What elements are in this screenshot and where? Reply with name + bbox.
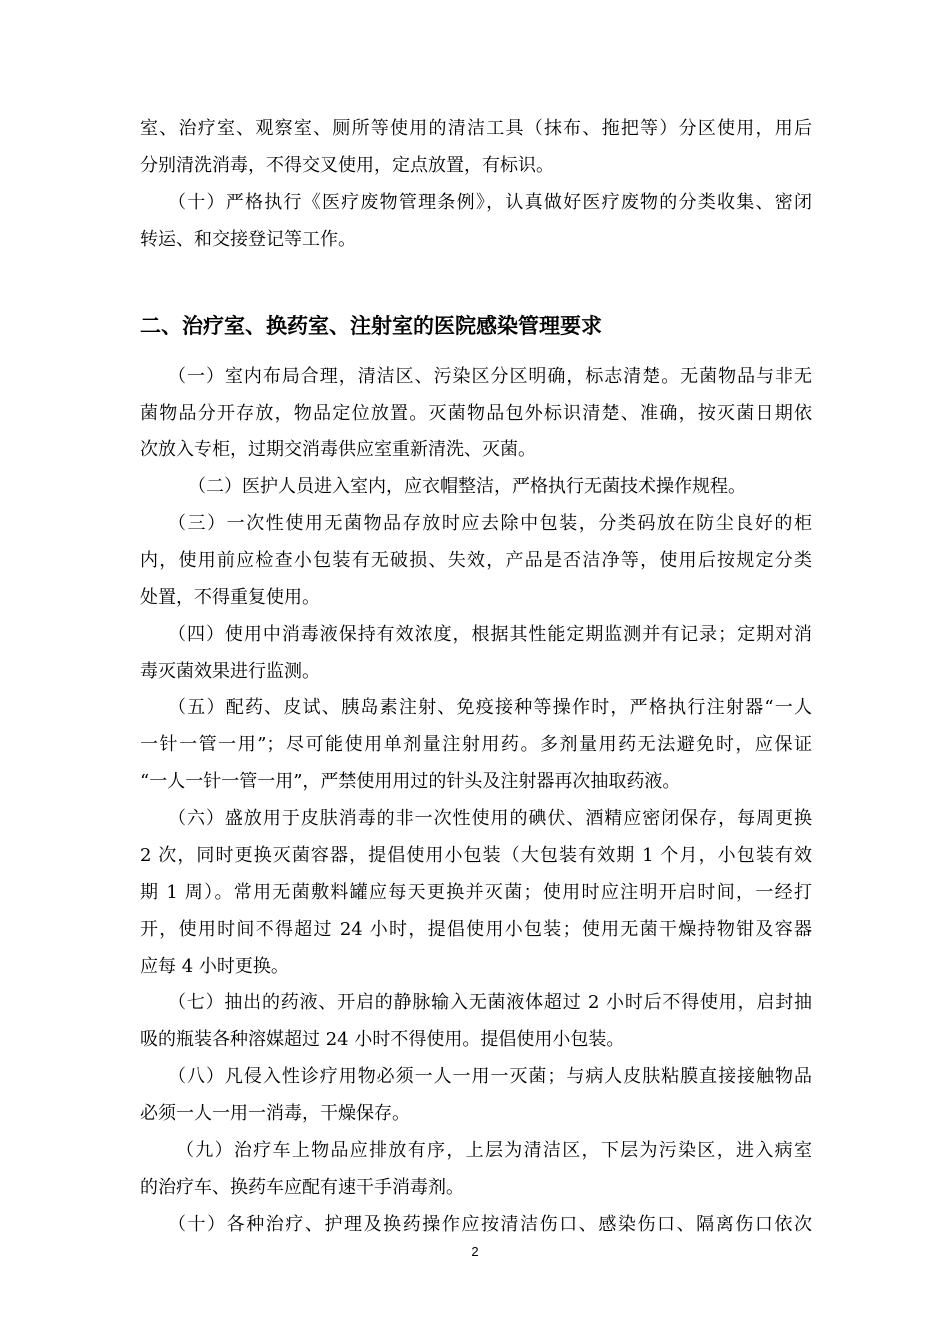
body-line: （四）使用中消毒液保持有效浓度，根据其性能定期监测并有记录；定期对消 bbox=[168, 624, 812, 645]
body-line: （一）室内布局合理，清洁区、污染区分区明确，标志清楚。无菌物品与非无 bbox=[168, 366, 812, 387]
body-line: 处置，不得重复使用。 bbox=[140, 587, 320, 608]
body-line: 分别清洗消毒，不得交叉使用，定点放置，有标识。 bbox=[140, 155, 554, 176]
body-line: 室、治疗室、观察室、厕所等使用的清洁工具（抹布、拖把等）分区使用，用后 bbox=[140, 118, 812, 139]
body-line: 毒灭菌效果进行监测。 bbox=[140, 661, 320, 682]
body-line: （八）凡侵入性诊疗用物必须一人一用一灭菌；与病人皮肤粘膜直接接触物品 bbox=[168, 1066, 812, 1087]
body-line: “一人一针一管一用”，严禁使用用过的针头及注射器再次抽取药液。 bbox=[140, 771, 681, 792]
body-line: （五）配药、皮试、胰岛素注射、免疫接种等操作时，严格执行注射器“一人 bbox=[168, 697, 812, 718]
section-heading: 二、治疗室、换药室、注射室的医院感染管理要求 bbox=[140, 314, 602, 338]
body-line: （十）各种治疗、护理及换药操作应按清洁伤口、感染伤口、隔离伤口依次 bbox=[168, 1214, 812, 1235]
body-line: 吸的瓶装各种溶媒超过 24 小时不得使用。提倡使用小包装。 bbox=[140, 1029, 625, 1050]
body-line: （九）治疗车上物品应排放有序，上层为清洁区，下层为污染区，进入病室 bbox=[176, 1140, 812, 1161]
body-line: 次放入专柜，过期交消毒供应室重新清洗、灭菌。 bbox=[140, 439, 536, 460]
body-line: 的治疗车、换药车应配有速干手消毒剂。 bbox=[140, 1177, 464, 1198]
body-line: 2 次，同时更换灭菌容器，提倡使用小包装（大包装有效期 1 个月，小包装有效 bbox=[140, 845, 812, 866]
body-line: （六）盛放用于皮肤消毒的非一次性使用的碘伏、酒精应密闭保存，每周更换 bbox=[168, 808, 812, 829]
body-line: （二）医护人员进入室内，应衣帽整洁，严格执行无菌技术操作规程。 bbox=[188, 476, 746, 497]
body-line: 转运、和交接登记等工作。 bbox=[140, 229, 356, 250]
body-line: 必须一人一用一消毒，干燥保存。 bbox=[140, 1103, 410, 1124]
body-line: 内，使用前应检查小包装有无破损、失效，产品是否洁净等，使用后按规定分类 bbox=[140, 550, 812, 571]
body-line: （三）一次性使用无菌物品存放时应去除中包装，分类码放在防尘良好的柜 bbox=[168, 513, 812, 534]
page-number: 2 bbox=[471, 1244, 479, 1259]
body-line: 开，使用时间不得超过 24 小时，提倡使用小包装；使用无菌干燥持物钳及容器 bbox=[140, 919, 812, 940]
body-line: 菌物品分开存放，物品定位放置。灭菌物品包外标识清楚、准确，按灭菌日期依 bbox=[140, 403, 812, 424]
body-line: （十）严格执行《医疗废物管理条例》，认真做好医疗废物的分类收集、密闭 bbox=[168, 192, 812, 213]
body-line: 期 1 周）。常用无菌敷料罐应每天更换并灭菌；使用时应注明开启时间，一经打 bbox=[140, 882, 812, 903]
body-line: 应每 4 小时更换。 bbox=[140, 956, 289, 977]
body-line: （七）抽出的药液、开启的静脉输入无菌液体超过 2 小时后不得使用，启封抽 bbox=[168, 992, 812, 1013]
body-line: 一针一管一用”；尽可能使用单剂量注射用药。多剂量用药无法避免时，应保证 bbox=[140, 734, 812, 755]
